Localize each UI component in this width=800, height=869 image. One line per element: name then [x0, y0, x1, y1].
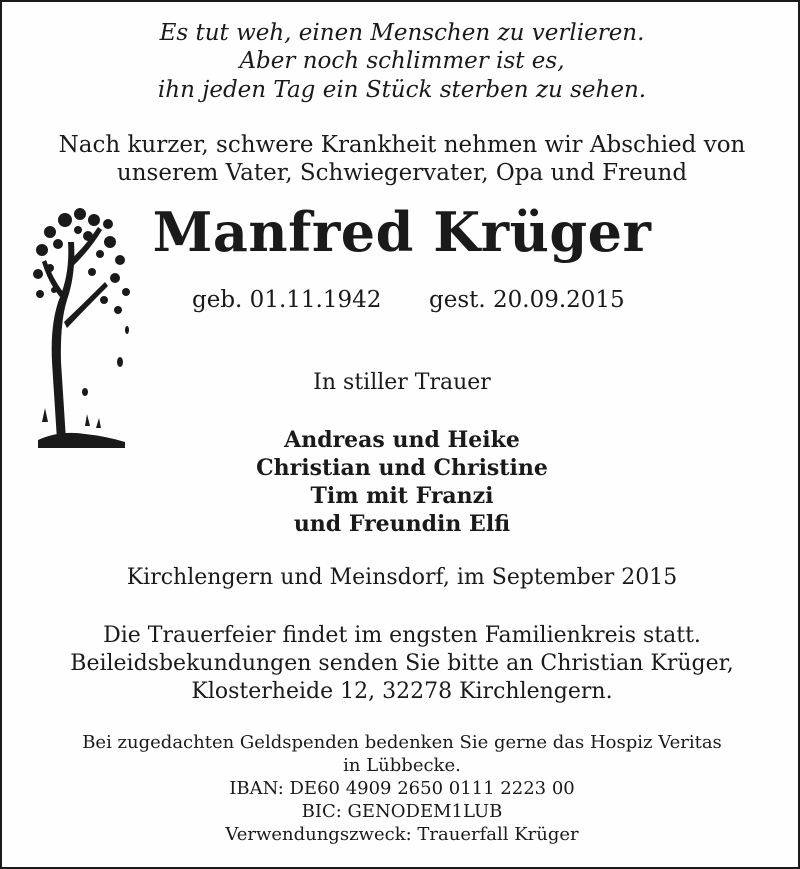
intro-line-1: Nach kurzer, schwere Krankheit nehmen wir Abschied von [58, 132, 746, 158]
intro-line-2: unserem Vater, Schwiegervater, Opa und Freund [116, 160, 688, 186]
bic-line: BIC: GENODEM1LUB [301, 801, 503, 822]
family-line-1: Andreas und Heike [284, 427, 520, 453]
reference-line: Verwendungszweck: Trauerfall Krüger [225, 824, 579, 845]
iban-line: IBAN: DE60 4909 2650 0111 2223 00 [229, 778, 575, 799]
mourning-line: In stiller Trauer [313, 370, 491, 395]
funeral-info-line-3: Klosterheide 12, 32278 Kirchlengern. [191, 679, 613, 704]
poem-line-2: Aber noch schlimmer ist es, [239, 48, 565, 74]
place-date: Kirchlengern und Meinsdorf, im September 2015 [126, 565, 678, 590]
donation-line-1: Bei zugedachten Geldspenden bedenken Sie gerne das Hospiz Veritas [82, 732, 722, 753]
family-line-2: Christian und Christine [256, 455, 548, 481]
tree-icon [30, 202, 135, 452]
deceased-name: Manfred Krüger [152, 200, 652, 264]
donation-line-2: in Lübbecke. [343, 755, 461, 776]
death-date: gest. 20.09.2015 [429, 287, 625, 313]
funeral-info-line-2: Beileidsbekundungen senden Sie bitte an Christian Krüger, [70, 651, 734, 676]
poem-line-3: ihn jeden Tag ein Stück sterben zu sehen. [157, 77, 647, 103]
poem-line-1: Es tut weh, einen Menschen zu verlieren. [159, 20, 645, 46]
family-line-4: und Freundin Elfi [293, 511, 511, 537]
funeral-info-line-1: Die Trauerfeier findet im engsten Familienkreis statt. [103, 623, 701, 648]
birth-date: geb. 01.11.1942 [192, 287, 382, 313]
family-line-3: Tim mit Franzi [310, 483, 494, 509]
